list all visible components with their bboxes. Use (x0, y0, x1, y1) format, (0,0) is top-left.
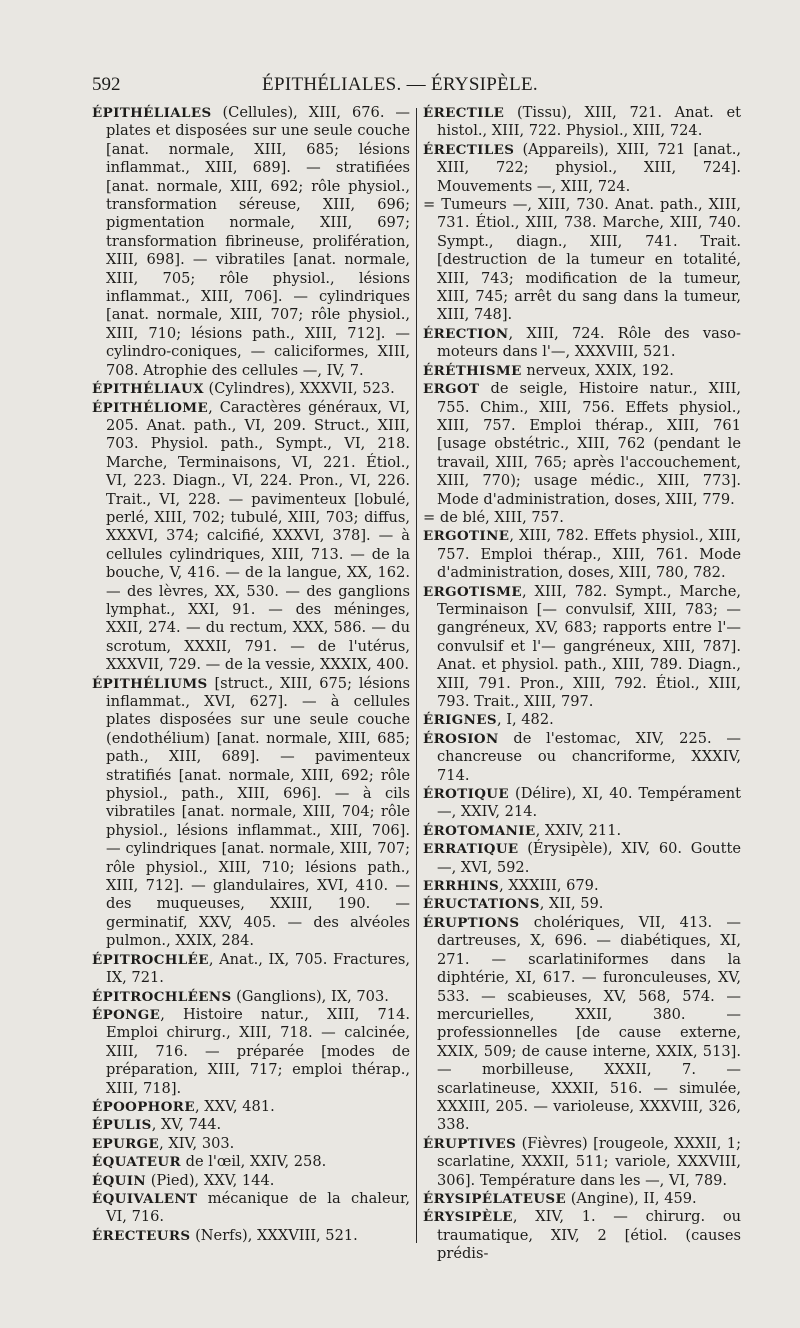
entry-headword: ÉPONGE (92, 1006, 161, 1023)
entry-text: , Histoire natur., XIII, 714. Emploi chirurg., XIII, 718. — calcinée, XIII, 716. — préparée [modes de préparation, XIII, 717; emploi thérap., XIII, 718]. (106, 1005, 410, 1097)
entry-text: de l'estomac, XIV, 225. — chancreuse ou chancriforme, XXXIV, 714. (437, 729, 741, 784)
index-entry (423, 1135, 741, 1190)
index-entry (423, 877, 741, 895)
index-entry (423, 583, 741, 712)
entry-headword: ÉPITROCHLÉE (92, 951, 209, 968)
index-entry (423, 527, 741, 582)
entry-headword: ÉPITHÉLIAUX (92, 381, 204, 398)
entry-text: , XIV, 303. (159, 1134, 235, 1152)
entry-text: nerveux, XXIX, 192. (521, 361, 674, 379)
entry-headword: ÉROSION (423, 730, 499, 747)
entry-text: (Angine), II, 459. (566, 1189, 697, 1207)
entry-headword: ERRATIQUE (423, 841, 519, 858)
index-entry (423, 196, 741, 325)
entry-headword: ÉRUPTIONS (423, 914, 520, 931)
entry-headword: ÉRECTILE (423, 105, 505, 121)
entry-text: , XV, 744. (151, 1116, 222, 1134)
entry-text: (Nerfs), XXXVIII, 521. (190, 1226, 358, 1244)
index-entry (92, 1172, 410, 1190)
index-entry (92, 1153, 410, 1171)
entry-text: , XIII, 782. Effets physiol., XIII, 757. Emploi thérap., XIII, 761. Mode d'administration, doses, XIII, 780, 782. (437, 527, 741, 582)
entry-headword: ERGOTISME (423, 583, 522, 600)
index-entry (92, 104, 410, 380)
index-entry (423, 362, 741, 380)
index-entry (423, 711, 741, 729)
entry-text: mécanique de la chaleur, VI, 716. (106, 1189, 410, 1226)
entry-text: (Cylindres), XXXVII, 523. (203, 380, 395, 398)
entry-text: , XII, 59. (539, 895, 604, 913)
index-entry (92, 1227, 410, 1245)
entry-headword: ÉRECTION (423, 325, 509, 342)
index-entry (423, 895, 741, 913)
entry-text: , Anat., IX, 705. Fractures, IX, 721. (106, 950, 410, 987)
entry-text: (Délire), XI, 40. Tempérament —, XXIV, 214. (437, 785, 741, 821)
entry-headword: ÉRECTILES (423, 141, 515, 158)
entry-text: , XIII, 782. Sympt., Marche, Terminaison [— convulsif, XIII, 783; — gangréneux, XV, 683; rapports entre l'— convulsif et l'— gangréneux, XIII, 787]. Anat. et physiol. path., XIII, 789. Diagn., XIII, 791. Pron., XIII, 792. Étiol., XIII, 793. Trait., XIII, 797. (437, 582, 741, 710)
index-entry (423, 1190, 741, 1208)
entry-headword: ÉRUPTIVES (423, 1135, 517, 1152)
index-entry (423, 509, 741, 527)
entry-headword: ERGOTINE (423, 528, 510, 545)
entry-text: (Fièvres) [rougeole, XXXII, 1; scarlatine, XXXII, 511; variole, XXXVIII, 306]. Température dans les —, VI, 789. (437, 1134, 741, 1189)
entry-text: (Tissu), XIII, 721. Anat. et histol., XIII, 722. Physiol., XIII, 724. (437, 104, 741, 140)
entry-headword: ÉRECTEURS (92, 1227, 191, 1244)
index-entry (92, 951, 410, 988)
entry-headword: ÉRYSIPÈLE (423, 1209, 513, 1226)
entry-text: (Ganglions), IX, 703. (231, 987, 389, 1005)
running-title: ÉPITHÉLIALES. — ÉRYSIPÈLE. (262, 74, 538, 95)
index-entry (423, 325, 741, 362)
entry-headword: ÉPITHÉLIOME (92, 399, 209, 416)
entry-text: , XIII, 724. Rôle des vaso-moteurs dans l'—, XXXVIII, 521. (437, 324, 741, 361)
entry-headword: ÉROTOMANIE (423, 822, 536, 839)
index-entry (92, 1190, 410, 1227)
entry-text: , XXXIII, 679. (499, 877, 599, 895)
index-entry (92, 1116, 410, 1134)
entry-headword: EPURGE (92, 1135, 160, 1152)
entry-text: (Cellules), XIII, 676. — plates et disposées sur une seule couche [anat. normale, XIII, 685; lésions inflammat., XIII, 689]. — stratifiées [anat. normale, XIII, 692; rôle physiol., transformation séreuse, XIII, 696; pigmentation normale, XIII, 697; transformation fibrineuse, prolifération, XIII, 698]. — vibratiles [anat. normale, XIII, 705; rôle physiol., lésions inflammat., XIII, 706]. — cylindriques [anat. normale, XIII, 707; rôle physiol., XIII, 710; lésions path., XIII, 712]. — cylindro-coniques, — caliciformes, XIII, 708. Atrophie des cellules —, IV, 7. (106, 104, 410, 379)
entry-headword: ÉROTIQUE (423, 786, 509, 803)
entry-headword: ERRHINS (423, 878, 500, 895)
index-entry (423, 380, 741, 509)
entry-headword: ÉRUCTATIONS (423, 896, 540, 913)
entry-text: , XXV, 481. (194, 1097, 275, 1115)
entry-text: (Érysipèle), XIV, 60. Goutte —, XVI, 592. (437, 840, 741, 876)
entry-text: , XIV, 1. — chirurg. ou traumatique, XIV, 2 [étiol. (causes prédis- (437, 1208, 741, 1263)
entry-headword: ÉQUIVALENT (92, 1190, 198, 1207)
entry-text: (Pied), XXV, 144. (146, 1171, 275, 1189)
entry-text: , Caractères généraux, VI, 205. Anat. path., VI, 209. Struct., XIII, 703. Physiol. path., Sympt., VI, 218. Marche, Terminaisons, VI, 221. Étiol., VI, 223. Diagn., VI, 224. Pron., VI, 226. Trait., VI, 228. — pavimenteux [lobulé, perlé, XIII, 702; tubulé, XIII, 703; diffus, XXXVI, 374; calcifié, XXXVI, 378]. — à cellules cylindriques, XIII, 713. — de la bouche, V, 416. — de la langue, XX, 162. — des lèvres, XX, 530. — des ganglions lymphat., XXI, 91. — des méninges, XXII, 274. — du rectum, XXX, 586. — du scrotum, XXXII, 791. — de l'utérus, XXXVII, 729. — de la vessie, XXXIX, 400. (106, 398, 410, 674)
index-entry (92, 380, 410, 398)
entry-headword: ÉRIGNES (423, 712, 497, 729)
index-entry (423, 104, 741, 141)
entry-headword: ERGOT (423, 381, 480, 398)
index-entry (423, 914, 741, 1135)
entry-text: = Tumeurs —, XIII, 730. Anat. path., XIII, 731. Étiol., XIII, 738. Marche, XIII, 740. Sympt., diagn., XIII, 741. Trait. [destruction de la tumeur en totalité, XIII, 743; modification de la tumeur, XIII, 745; arrêt du sang dans la tumeur, XIII, 748]. (423, 196, 741, 324)
entry-headword: ÉQUIN (92, 1172, 147, 1189)
index-entry (423, 840, 741, 877)
entry-headword: ÉPITHÉLIUMS (92, 675, 208, 692)
index-entry (92, 1098, 410, 1116)
entry-headword: ÉPULIS (92, 1117, 152, 1134)
index-entry (92, 1135, 410, 1153)
index-entry (423, 1208, 741, 1263)
right-column (423, 104, 741, 1264)
index-entry (423, 785, 741, 822)
index-entry (92, 399, 410, 675)
page-number: 592 (92, 74, 121, 95)
entry-headword: ÉRYSIPÉLATEUSE (423, 1190, 567, 1207)
entry-text: cholériques, VII, 413. — dartreuses, X, 696. — diabétiques, XI, 271. — scarlatiniformes dans la diphtérie, XI, 617. — furonculeuses, XV, 533. — scabieuses, XV, 568, 574. — mercurielles, XXII, 380. — professionnelles [de cause externe, XXIX, 509; de cause interne, XXIX, 513]. — morbilleuse, XXXII, 7. — scarlatineuse, XXXII, 516. — simulée, XXXIII, 205. — varioleuse, XXXVIII, 326, 338. (437, 913, 741, 1134)
entry-headword: ÉRÉTHISME (423, 362, 522, 379)
entry-text: [struct., XIII, 675; lésions inflammat., XVI, 627]. — à cellules plates disposées sur une seule couche (endothélium) [anat. normale, XIII, 685; path., XIII, 689]. — pavimenteux stratifiés [anat. normale, XIII, 692; rôle physiol., path., XIII, 696]. — à cils vibratiles [anat. normale, XIII, 704; rôle physiol., lésions inflammat., XIII, 706]. — cylindriques [anat. normale, XIII, 707; rôle physiol., XIII, 710; lésions path., XIII, 712]. — glandulaires, XVI, 410. — des muqueuses, XXIII, 190. — germinatif, XXV, 405. — des alvéoles pulmon., XXIX, 284. (106, 674, 410, 950)
entry-text: de seigle, Histoire natur., XIII, 755. Chim., XIII, 756. Effets physiol., XIII, 757. Emploi thérap., XIII, 761 [usage obstétric., XIII, 762 (pendant le travail, XIII, 765; après l'accouchement, XIII, 770); usage médic., XIII, 773]. Mode d'administration, doses, XIII, 779. (437, 380, 741, 508)
entry-text: , XXIV, 211. (535, 821, 622, 839)
index-entry (92, 675, 410, 951)
index-entry (423, 141, 741, 196)
entry-headword: ÉPOOPHORE (92, 1098, 195, 1115)
left-column (92, 104, 410, 1245)
entry-headword: ÉPITHÉLIALES (92, 105, 212, 121)
running-header (0, 70, 800, 100)
index-entry (92, 988, 410, 1006)
column-divider (416, 108, 417, 1243)
entry-text: (Appareils), XIII, 721 [anat., XIII, 722; physiol., XIII, 724]. Mouvements —, XIII, 724. (437, 140, 741, 195)
index-entry (423, 822, 741, 840)
entry-text: de l'œil, XXIV, 258. (180, 1153, 327, 1171)
index-entry (92, 1006, 410, 1098)
entry-text: = de blé, XIII, 757. (423, 508, 564, 526)
entry-headword: ÉQUATEUR (92, 1154, 181, 1171)
index-entry (423, 730, 741, 785)
entry-text: , I, 482. (496, 711, 554, 729)
entry-headword: ÉPITROCHLÉENS (92, 988, 232, 1005)
